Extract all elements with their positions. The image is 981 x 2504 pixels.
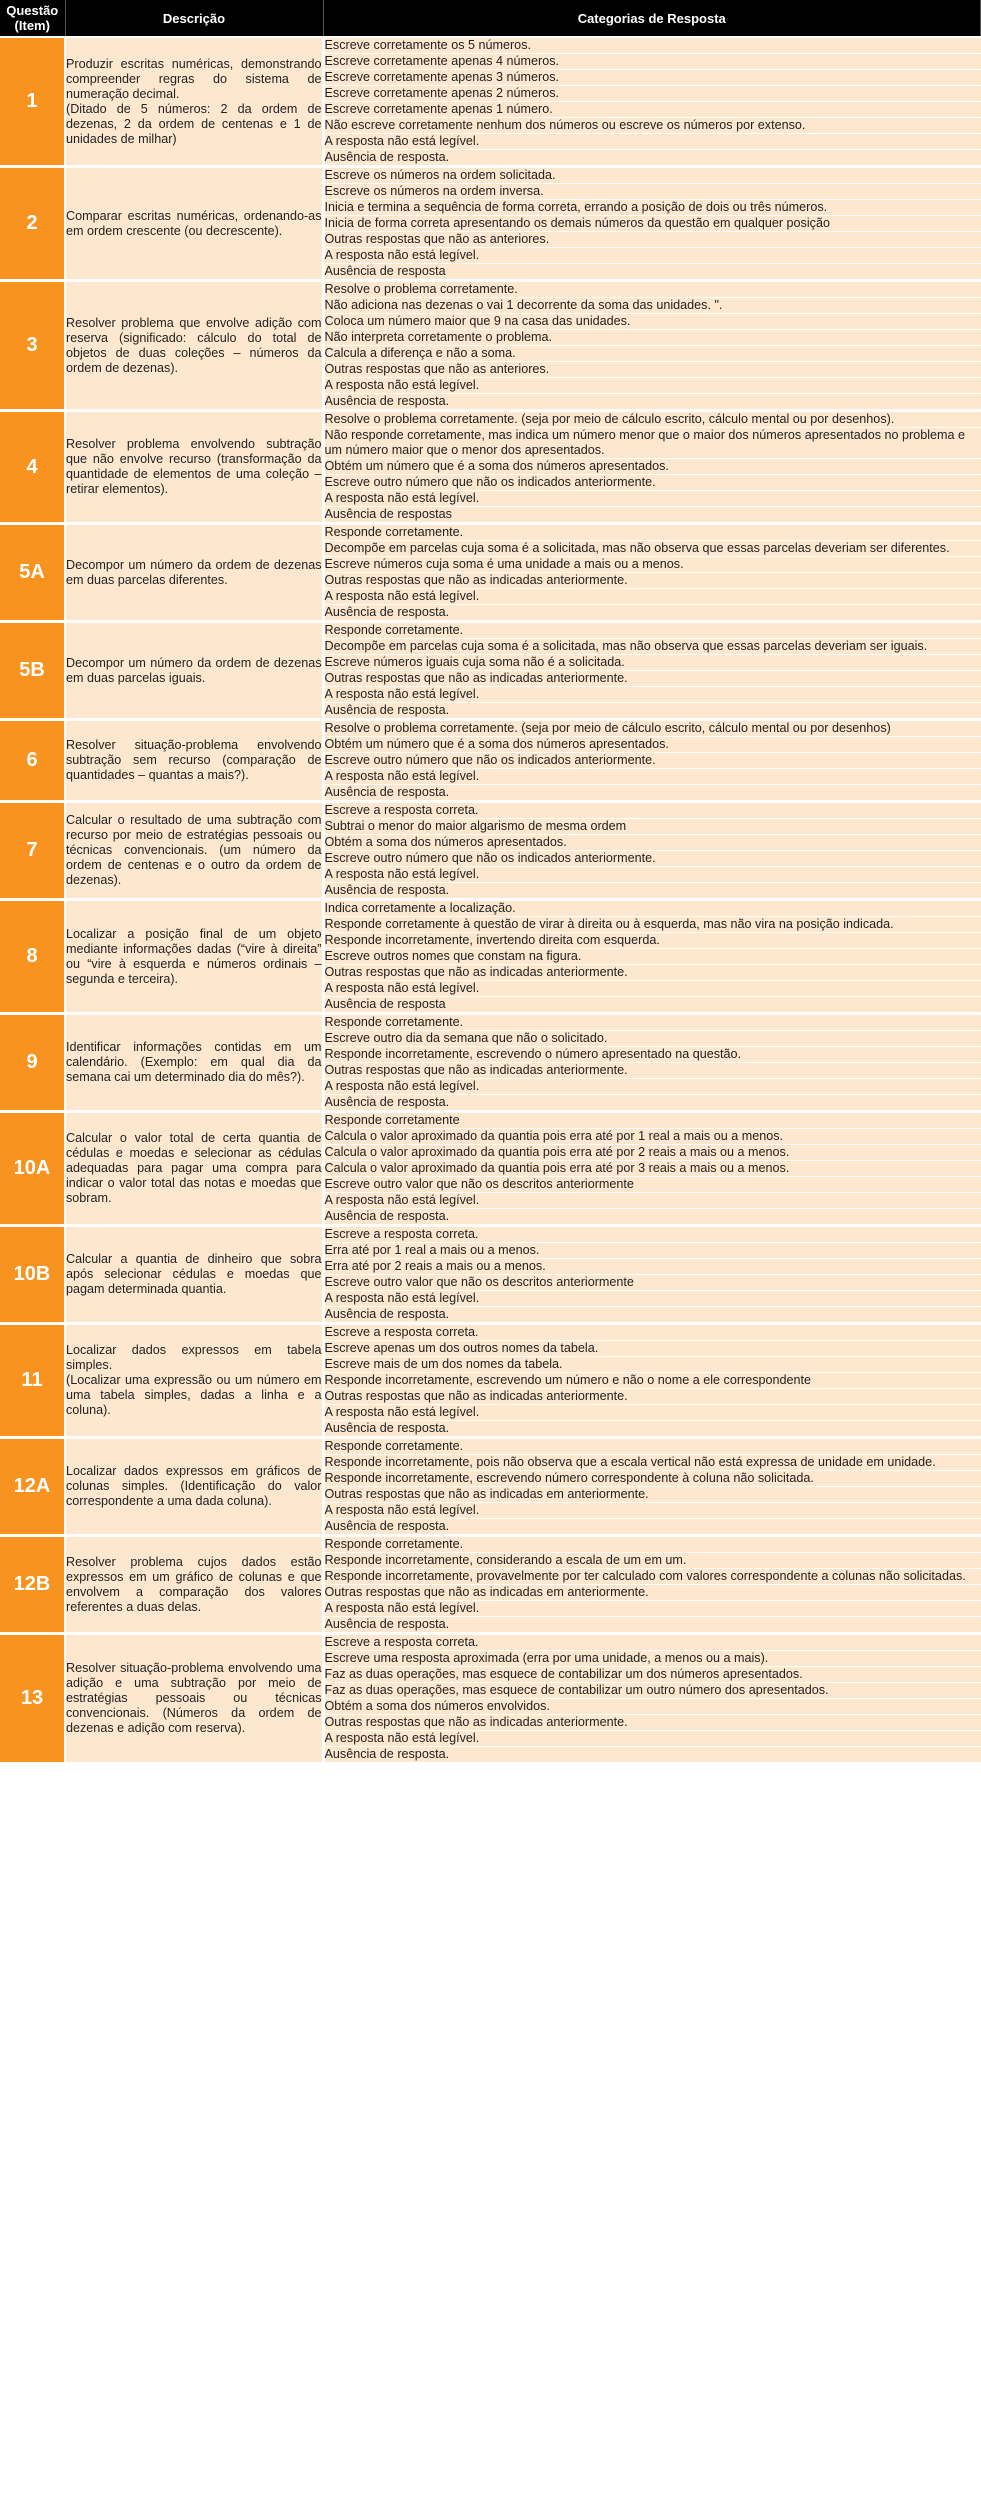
response-category: Escreve outros nomes que constam na figura.	[323, 949, 981, 965]
response-category: Calcula o valor aproximado da quantia pois erra até por 3 reais a mais ou a menos.	[323, 1161, 981, 1177]
question-number: 13	[0, 1634, 65, 1764]
response-category: Outras respostas que não as anteriores.	[323, 362, 981, 378]
response-category: Ausência de resposta.	[323, 150, 981, 167]
response-category: Ausência de resposta.	[323, 1421, 981, 1438]
response-category: Escreve outro número que não os indicados anteriormente.	[323, 475, 981, 491]
question-description: Calcular o valor total de certa quantia de cédulas e moedas e selecionar as cédulas adequadas para pagar uma compra para indicar o valor total das notas e moedas que sobram.	[66, 1131, 322, 1205]
response-category: Responde corretamente.	[323, 1536, 981, 1553]
response-category: A resposta não está legível.	[323, 1193, 981, 1209]
response-category: A resposta não está legível.	[323, 1291, 981, 1307]
response-category: Ausência de resposta.	[323, 883, 981, 900]
response-category: A resposta não está legível.	[323, 867, 981, 883]
response-category: Escreve uma resposta aproximada (erra por uma unidade, a menos ou a mais).	[323, 1651, 981, 1667]
table-row	[0, 622, 981, 639]
response-category: Calcula o valor aproximado da quantia pois erra até por 1 real a mais ou a menos.	[323, 1129, 981, 1145]
response-category: Escreve outro valor que não os descritos anteriormente	[323, 1177, 981, 1193]
response-category: Responde incorretamente, escrevendo número correspondente à coluna não solicitada.	[323, 1471, 981, 1487]
response-category: Escreve outro número que não os indicados anteriormente.	[323, 851, 981, 867]
question-number: 12A	[0, 1438, 65, 1536]
table-body	[0, 37, 981, 1764]
question-number: 1	[0, 37, 65, 167]
question-number: 9	[0, 1014, 65, 1112]
question-description-cell	[65, 802, 323, 900]
response-category: A resposta não está legível.	[323, 1731, 981, 1747]
response-category: Outras respostas que não as indicadas em anteriormente.	[323, 1585, 981, 1601]
question-description-cell	[65, 622, 323, 720]
question-description-cell	[65, 411, 323, 524]
question-description-cell	[65, 167, 323, 281]
question-description: Comparar escritas numéricas, ordenando-as em ordem crescente (ou decrescente).	[66, 208, 322, 238]
response-category: Responde corretamente à questão de virar à direita ou à esquerda, mas não vira na posição indicada.	[323, 917, 981, 933]
table-row	[0, 411, 981, 428]
response-category: Não escreve corretamente nenhum dos números ou escreve os números por extenso.	[323, 118, 981, 134]
response-category: Ausência de resposta	[323, 997, 981, 1014]
question-description: Identificar informações contidas em um calendário. (Exemplo: em qual dia da semana cai um determinado dia do mês?).	[66, 1040, 322, 1084]
response-category: A resposta não está legível.	[323, 1601, 981, 1617]
response-category: Responde incorretamente, considerando a escala de um em um.	[323, 1553, 981, 1569]
response-category: A resposta não está legível.	[323, 769, 981, 785]
response-category: Ausência de resposta.	[323, 703, 981, 720]
table-row	[0, 281, 981, 298]
response-category: Responde incorretamente, invertendo direita com esquerda.	[323, 933, 981, 949]
response-category: Ausência de resposta.	[323, 1519, 981, 1536]
response-category: Ausência de resposta.	[323, 1747, 981, 1764]
table-row	[0, 900, 981, 917]
question-description-cell	[65, 1226, 323, 1324]
question-description: Resolver situação-problema envolvendo uma adição e uma subtração por meio de estratégias pessoais ou técnicas convencionais. (Números da ordem de dezenas e adição com reserva).	[66, 1661, 322, 1735]
response-category: Ausência de resposta.	[323, 1617, 981, 1634]
question-description-cell	[65, 37, 323, 167]
response-category: Ausência de resposta.	[323, 1307, 981, 1324]
question-number: 2	[0, 167, 65, 281]
response-category: Não adiciona nas dezenas o vai 1 decorrente da soma das unidades. ".	[323, 298, 981, 314]
response-category: Responde corretamente.	[323, 622, 981, 639]
question-description: Resolver problema que envolve adição com reserva (significado: cálculo do total de objetos de duas coleções – números da ordem de dezenas).	[66, 315, 322, 375]
table-row	[0, 1112, 981, 1129]
response-category: Obtém a soma dos números envolvidos.	[323, 1699, 981, 1715]
response-category: Escreve a resposta correta.	[323, 802, 981, 819]
response-category: Inicia e termina a sequência de forma correta, errando a posição de dois ou três números.	[323, 200, 981, 216]
response-category: Responde incorretamente, escrevendo um número e não o nome a ele correspondente	[323, 1373, 981, 1389]
response-category: A resposta não está legível.	[323, 687, 981, 703]
question-description: Localizar dados expressos em tabela simples. (Localizar uma expressão ou um número em uma tabela simples, dadas a linha e a coluna).	[66, 1343, 322, 1417]
question-description: Resolver problema envolvendo subtração que não envolve recurso (transformação da quantidade de elementos de uma coleção – retirar elementos).	[66, 437, 322, 496]
response-category: Escreve corretamente apenas 1 número.	[323, 102, 981, 118]
table-header-row	[0, 0, 981, 37]
response-category: Ausência de resposta.	[323, 1095, 981, 1112]
table-row	[0, 1536, 981, 1553]
response-category: Coloca um número maior que 9 na casa das unidades.	[323, 314, 981, 330]
question-description: Decompor um número da ordem de dezenas em duas parcelas diferentes.	[66, 557, 322, 587]
response-category: Escreve números iguais cuja soma não é a solicitada.	[323, 655, 981, 671]
response-category: Subtrai o menor do maior algarismo de mesma ordem	[323, 819, 981, 835]
response-category: Responde corretamente.	[323, 524, 981, 541]
response-category: Não interpreta corretamente o problema.	[323, 330, 981, 346]
response-category: Outras respostas que não as anteriores.	[323, 232, 981, 248]
question-number: 3	[0, 281, 65, 411]
question-description: Decompor um número da ordem de dezenas em duas parcelas iguais.	[66, 655, 322, 685]
question-description-cell	[65, 1014, 323, 1112]
question-description-cell	[65, 900, 323, 1014]
response-category: Escreve apenas um dos outros nomes da tabela.	[323, 1341, 981, 1357]
question-description-cell	[65, 524, 323, 622]
question-description: Localizar dados expressos em gráficos de colunas simples. (Identificação do valor correspondente a uma dada coluna).	[66, 1464, 322, 1508]
response-category: Decompõe em parcelas cuja soma é a solicitada, mas não observa que essas parcelas deveriam ser iguais.	[323, 639, 981, 655]
response-category: Ausência de resposta.	[323, 605, 981, 622]
table-row	[0, 524, 981, 541]
response-category: Responde corretamente.	[323, 1014, 981, 1031]
question-description: Calcular o resultado de uma subtração com recurso por meio de estratégias pessoais ou técnicas convencionais. (um número da ordem de centenas e o outro da ordem de dezenas).	[66, 813, 322, 887]
response-category: Responde corretamente.	[323, 1438, 981, 1455]
response-category: A resposta não está legível.	[323, 378, 981, 394]
question-description: Resolver problema cujos dados estão expressos em um gráfico de colunas e que envolvem a comparação dos valores referentes a duas delas.	[66, 1554, 322, 1614]
response-category: A resposta não está legível.	[323, 589, 981, 605]
response-category: Escreve corretamente apenas 2 números.	[323, 86, 981, 102]
question-number: 12B	[0, 1536, 65, 1634]
response-category: Escreve outro dia da semana que não o solicitado.	[323, 1031, 981, 1047]
response-category: A resposta não está legível.	[323, 248, 981, 264]
header-categories: Categorias de Resposta	[323, 0, 981, 37]
response-category: Ausência de resposta.	[323, 394, 981, 411]
header-question: Questão (Item)	[0, 0, 65, 37]
response-category: Responde corretamente	[323, 1112, 981, 1129]
response-category: Calcula o valor aproximado da quantia pois erra até por 2 reais a mais ou a menos.	[323, 1145, 981, 1161]
question-description-cell	[65, 1536, 323, 1634]
response-category: Não responde corretamente, mas indica um número menor que o maior dos números apresentados no problema e um número maior que o menor dos apresentados.	[323, 428, 981, 459]
question-number: 11	[0, 1324, 65, 1438]
response-category: Outras respostas que não as indicadas em anteriormente.	[323, 1487, 981, 1503]
response-category: Faz as duas operações, mas esquece de contabilizar um dos números apresentados.	[323, 1667, 981, 1683]
response-category: Resolve o problema corretamente.	[323, 281, 981, 298]
question-number: 10A	[0, 1112, 65, 1226]
response-category: Escreve corretamente apenas 3 números.	[323, 70, 981, 86]
table-row	[0, 167, 981, 184]
response-category: Escreve a resposta correta.	[323, 1324, 981, 1341]
response-category: Escreve corretamente apenas 4 números.	[323, 54, 981, 70]
question-description-cell	[65, 1324, 323, 1438]
response-category: Faz as duas operações, mas esquece de contabilizar um outro número dos apresentados.	[323, 1683, 981, 1699]
question-number: 5A	[0, 524, 65, 622]
response-category: Outras respostas que não as indicadas anteriormente.	[323, 671, 981, 687]
table-row	[0, 802, 981, 819]
response-category: Outras respostas que não as indicadas anteriormente.	[323, 1715, 981, 1731]
table-row	[0, 1324, 981, 1341]
response-category: A resposta não está legível.	[323, 491, 981, 507]
response-category: Responde incorretamente, escrevendo o número apresentado na questão.	[323, 1047, 981, 1063]
question-description: Localizar a posição final de um objeto mediante informações dadas (“vire à direita” ou “vire à esquerda e números ordinais – segunda e terceira).	[66, 926, 322, 986]
response-category: Ausência de resposta.	[323, 1209, 981, 1226]
response-category: Resolve o problema corretamente. (seja por meio de cálculo escrito, cálculo mental ou por desenhos)	[323, 720, 981, 737]
table-row	[0, 1438, 981, 1455]
question-number: 5B	[0, 622, 65, 720]
response-category: Escreve outro número que não os indicados anteriormente.	[323, 753, 981, 769]
response-category: A resposta não está legível.	[323, 1079, 981, 1095]
response-category: Escreve a resposta correta.	[323, 1634, 981, 1651]
response-category: Escreve a resposta correta.	[323, 1226, 981, 1243]
response-category: Escreve números cuja soma é uma unidade a mais ou a menos.	[323, 557, 981, 573]
response-category: Outras respostas que não as indicadas anteriormente.	[323, 1389, 981, 1405]
question-description-cell	[65, 720, 323, 802]
response-category: Ausência de resposta	[323, 264, 981, 281]
response-category: Inicia de forma correta apresentando os demais números da questão em qualquer posição	[323, 216, 981, 232]
response-category: Escreve os números na ordem solicitada.	[323, 167, 981, 184]
question-description: Resolver situação-problema envolvendo subtração sem recurso (comparação de quantidades – quantas a mais?).	[66, 738, 322, 782]
response-category: A resposta não está legível.	[323, 134, 981, 150]
question-number: 7	[0, 802, 65, 900]
response-category: Responde incorretamente, provavelmente por ter calculado com valores correspondente a colunas não solicitadas.	[323, 1569, 981, 1585]
response-category: Obtém a soma dos números apresentados.	[323, 835, 981, 851]
response-category: Erra até por 2 reais a mais ou a menos.	[323, 1259, 981, 1275]
response-category: A resposta não está legível.	[323, 1405, 981, 1421]
question-description: Produzir escritas numéricas, demonstrando compreender regras do sistema de numeração decimal. (Ditado de 5 números: 2 da ordem de dezenas, 2 da ordem de centenas e 1 de unidades de milhar)	[66, 56, 322, 146]
response-category: Resolve o problema corretamente. (seja por meio de cálculo escrito, cálculo mental ou por desenhos).	[323, 411, 981, 428]
question-number: 10B	[0, 1226, 65, 1324]
question-number: 8	[0, 900, 65, 1014]
response-category: Escreve corretamente os 5 números.	[323, 37, 981, 54]
response-category: Responde incorretamente, pois não observa que a escala vertical não está expressa de unidade em unidade.	[323, 1455, 981, 1471]
response-category: Ausência de resposta.	[323, 785, 981, 802]
header-description: Descrição	[65, 0, 323, 37]
question-description-cell	[65, 1438, 323, 1536]
response-category: Calcula a diferença e não a soma.	[323, 346, 981, 362]
response-category: Outras respostas que não as indicadas anteriormente.	[323, 573, 981, 589]
response-category: Outras respostas que não as indicadas anteriormente.	[323, 1063, 981, 1079]
question-number: 4	[0, 411, 65, 524]
response-category: A resposta não está legível.	[323, 981, 981, 997]
question-description-cell	[65, 1634, 323, 1764]
response-category: Escreve mais de um dos nomes da tabela.	[323, 1357, 981, 1373]
response-category: Decompõe em parcelas cuja soma é a solicitada, mas não observa que essas parcelas deveriam ser diferentes.	[323, 541, 981, 557]
response-category: Escreve outro valor que não os descritos anteriormente	[323, 1275, 981, 1291]
response-category: Obtém um número que é a soma dos números apresentados.	[323, 737, 981, 753]
question-description-cell	[65, 1112, 323, 1226]
table-row	[0, 37, 981, 54]
response-category: A resposta não está legível.	[323, 1503, 981, 1519]
response-category: Erra até por 1 real a mais ou a menos.	[323, 1243, 981, 1259]
question-description: Calcular a quantia de dinheiro que sobra após selecionar cédulas e moedas que pagam determinada quantia.	[66, 1252, 322, 1296]
response-category: Escreve os números na ordem inversa.	[323, 184, 981, 200]
table-row	[0, 1226, 981, 1243]
response-category: Indica corretamente a localização.	[323, 900, 981, 917]
table-row	[0, 1634, 981, 1651]
table-row	[0, 720, 981, 737]
question-number: 6	[0, 720, 65, 802]
response-category: Outras respostas que não as indicadas anteriormente.	[323, 965, 981, 981]
table-row	[0, 1014, 981, 1031]
response-category: Ausência de respostas	[323, 507, 981, 524]
question-description-cell	[65, 281, 323, 411]
response-category: Obtém um número que é a soma dos números apresentados.	[323, 459, 981, 475]
